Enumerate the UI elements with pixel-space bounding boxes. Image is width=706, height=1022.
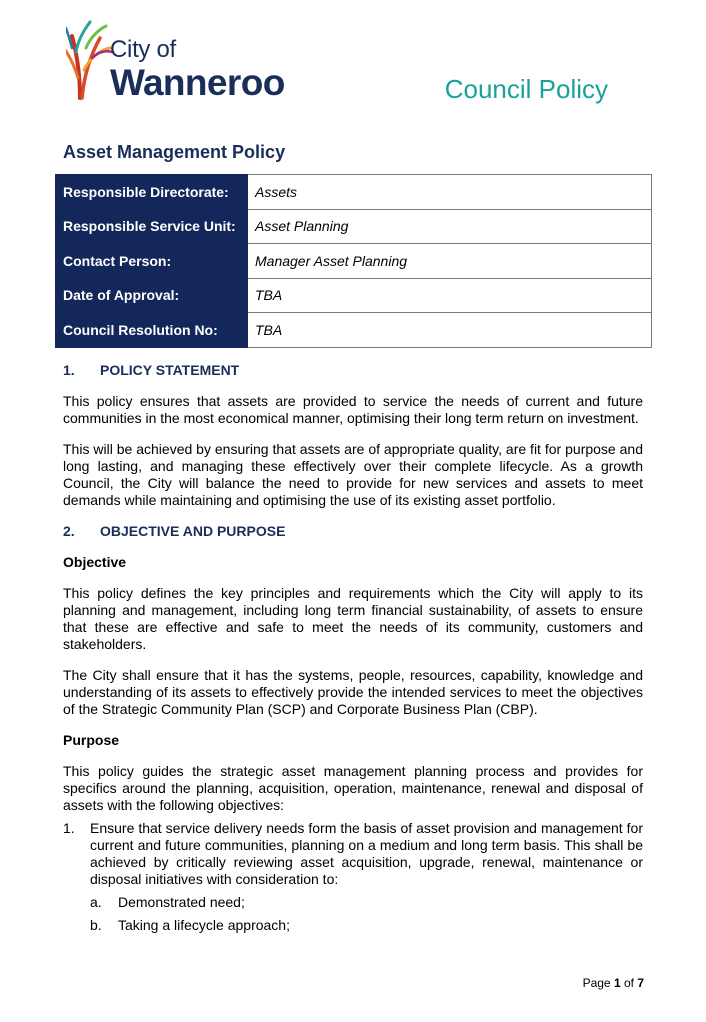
page-number [583,976,644,990]
section-number: 2. [63,523,75,539]
table-row [56,209,652,244]
header-title: Council Policy [444,74,608,104]
row-value: TBA [248,278,652,313]
logo-name-text: Wanneroo [110,62,285,103]
policy-info-table [55,174,652,348]
paragraph: This policy ensures that assets are provided to service the needs of current and future communities in the most economical manner, optimising their long term return on investment. [63,393,643,426]
list-item [63,820,643,888]
section-heading-objective-and-purpose [63,523,643,540]
current-page: 1 [613,976,621,990]
section-heading-policy-statement [63,362,643,379]
paragraph: The City shall ensure that it has the systems, people, resources, capability, knowledge and understanding of its assets to effectively provide the intended services to meet the objectives of the Strategic Community Plan (SCP) and Corporate Business Plan (CBP). [63,667,643,717]
row-label: Contact Person: [56,244,248,279]
sub-list-item-letter: a. [90,894,102,910]
table-row [56,313,652,348]
row-label: Responsible Directorate: [56,175,248,210]
logo-city-text: City of [110,36,176,63]
sub-list-item-letter: b. [90,917,102,933]
sub-list-item-text: Taking a lifecycle approach; [118,917,290,933]
row-value: TBA [248,313,652,348]
sub-list-item [90,917,643,934]
row-label: Council Resolution No: [56,313,248,348]
policy-body [63,362,643,940]
paragraph: This will be achieved by ensuring that assets are of appropriate quality, are fit for purpose and long lasting, and managing these effectively over their complete lifecycle. As a growth Council, the City will balance the need to provide for new services and assets to meet demands while maintaining and optimising the use of its existing asset portfolio. [63,441,643,508]
row-value: Assets [248,175,652,210]
table-row [56,175,652,210]
subheading-purpose: Purpose [63,732,120,748]
sub-list-item [90,894,643,911]
table-row [56,244,652,279]
row-label: Date of Approval: [56,278,248,313]
city-of-wanneroo-logo [66,18,296,102]
section-number: 1. [63,362,75,378]
page-prefix: Page [582,976,614,990]
section-title: POLICY STATEMENT [100,362,240,378]
table-row [56,278,652,313]
paragraph: This policy guides the strategic asset management planning process and provides for specifics around the planning, acquisition, operation, maintenance, renewal and disposal of assets with the following objectives: [63,763,643,813]
subheading-objective: Objective [63,554,127,570]
page-of: of [620,976,638,990]
list-item-number: 1. [63,820,75,836]
paragraph: This policy defines the key principles and requirements which the City will apply to its planning and management, including long term financial sustainability, of assets to ensure that these are effective and safe to meet the needs of its community, customers and stakeholders. [63,585,643,652]
page-title: Asset Management Policy [63,142,286,162]
row-value: Asset Planning [248,209,652,244]
sub-list-item-text: Demonstrated need; [118,894,245,910]
section-title: OBJECTIVE AND PURPOSE [100,523,286,539]
list-item-text: Ensure that service delivery needs form the basis of asset provision and management for current and future communities, planning on a medium and long term basis. This shall be achieved by critically reviewing asset acquisition, upgrade, renewal, maintenance or disposal initiatives with consideration to: [90,820,643,887]
logo-plant-mark-icon [66,18,114,102]
row-label: Responsible Service Unit: [56,209,248,244]
total-pages: 7 [637,976,644,990]
row-value: Manager Asset Planning [248,244,652,279]
